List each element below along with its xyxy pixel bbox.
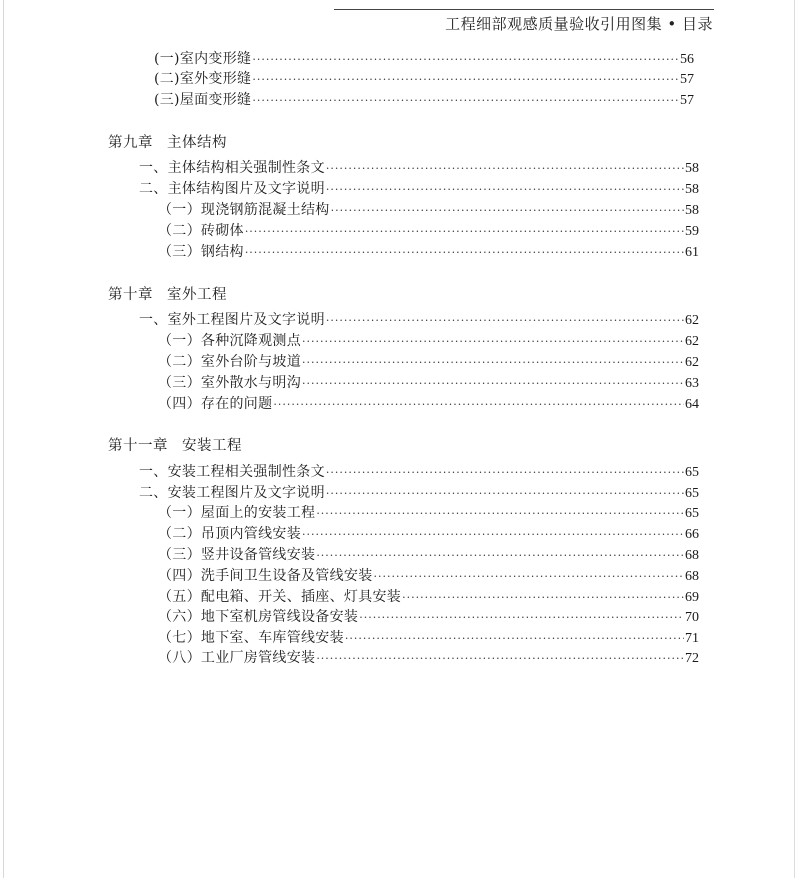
toc-entry[interactable] xyxy=(139,179,699,199)
toc-leader-dots xyxy=(326,311,684,331)
chapter-number: 第九章 xyxy=(108,135,153,151)
toc-leader-dots xyxy=(302,353,684,373)
toc-leader-dots xyxy=(273,395,684,415)
toc-leader-dots xyxy=(402,588,684,608)
toc-entry-page: 65 xyxy=(685,486,699,501)
toc-entry-label: （一）屋面上的安装工程 xyxy=(158,505,316,521)
toc-entry-label: （一）现浇钢筋混凝土结构 xyxy=(158,202,330,218)
toc-entry[interactable] xyxy=(158,545,699,565)
toc-entry-label: （四）存在的问题 xyxy=(158,396,273,412)
toc-leader-dots xyxy=(374,567,685,587)
toc-entry[interactable] xyxy=(139,462,699,482)
toc-entry-label: （四）洗手间卫生设备及管线安装 xyxy=(158,568,373,584)
toc-entry-page: 62 xyxy=(685,334,699,349)
toc-entry[interactable] xyxy=(158,524,699,544)
toc-entry-page: 62 xyxy=(685,355,699,370)
page-edge-right xyxy=(794,0,795,878)
toc-entry[interactable] xyxy=(158,648,699,668)
toc-entry[interactable] xyxy=(158,352,699,372)
toc-entry-page: 63 xyxy=(685,376,699,391)
toc-entry[interactable] xyxy=(139,310,699,330)
chapter-number: 第十章 xyxy=(108,287,153,303)
toc-leader-dots xyxy=(326,463,684,483)
toc-entry-page: 62 xyxy=(685,313,699,328)
toc-entry-label: (二)室外变形缝 xyxy=(154,71,252,87)
toc-entry[interactable] xyxy=(158,607,699,627)
toc-entry-page: 58 xyxy=(685,182,699,197)
toc-entry[interactable] xyxy=(158,394,699,414)
chapter-number: 第十一章 xyxy=(108,438,168,454)
toc-leader-dots xyxy=(326,180,684,200)
toc-leader-dots xyxy=(302,374,684,394)
toc-entry-label: 一、安装工程相关强制性条文 xyxy=(139,464,325,480)
page-edge-left xyxy=(3,0,4,878)
toc-leader-dots xyxy=(252,91,679,111)
toc-entry-page: 68 xyxy=(685,548,699,563)
toc-entry-page: 58 xyxy=(685,161,699,176)
toc-entry[interactable] xyxy=(158,242,699,262)
toc-entry-label: （一）各种沉降观测点 xyxy=(158,333,301,349)
chapter-heading-9[interactable] xyxy=(108,133,227,153)
chapter-heading-11[interactable] xyxy=(108,436,242,456)
toc-entry-label: (三)屋面变形缝 xyxy=(154,92,252,108)
toc-entry[interactable] xyxy=(154,69,694,89)
toc-leader-dots xyxy=(302,525,684,545)
toc-leader-dots xyxy=(326,484,684,504)
toc-leader-dots xyxy=(302,332,684,352)
toc-entry-page: 64 xyxy=(685,397,699,412)
toc-entry-label: 二、安装工程图片及文字说明 xyxy=(139,485,325,501)
toc-entry[interactable] xyxy=(158,221,699,241)
toc-leader-dots xyxy=(331,201,684,221)
toc-leader-dots xyxy=(326,159,684,179)
toc-entry[interactable] xyxy=(158,373,699,393)
toc-entry-page: 57 xyxy=(680,93,694,108)
toc-entry-page: 69 xyxy=(685,590,699,605)
toc-leader-dots xyxy=(245,222,684,242)
toc-entry-label: (一)室内变形缝 xyxy=(154,51,252,67)
toc-entry-label: （三）竖井设备管线安装 xyxy=(158,547,316,563)
toc-entry-label: （三）钢结构 xyxy=(158,244,244,260)
toc-entry[interactable] xyxy=(154,49,694,69)
toc-entry-label: （六）地下室机房管线设备安装 xyxy=(158,609,359,625)
toc-entry-page: 58 xyxy=(685,203,699,218)
toc-leader-dots xyxy=(245,243,684,263)
toc-entry-page: 66 xyxy=(685,527,699,542)
toc-entry-page: 71 xyxy=(685,631,699,646)
toc-entry-page: 72 xyxy=(685,651,699,666)
toc-entry-label: （二）室外台阶与坡道 xyxy=(158,354,301,370)
chapter-title: 室外工程 xyxy=(167,287,227,303)
toc-entry[interactable] xyxy=(139,483,699,503)
toc-entry[interactable] xyxy=(158,503,699,523)
toc-leader-dots xyxy=(316,649,684,669)
toc-entry-page: 57 xyxy=(680,72,694,87)
toc-leader-dots xyxy=(316,504,684,524)
toc-entry-label: （三）室外散水与明沟 xyxy=(158,375,301,391)
toc-entry-label: （七）地下室、车库管线安装 xyxy=(158,630,344,646)
toc-leader-dots xyxy=(252,70,679,90)
chapter-title: 主体结构 xyxy=(167,135,227,151)
toc-entry[interactable] xyxy=(158,566,699,586)
toc-entry-page: 65 xyxy=(685,506,699,521)
toc-entry-label: （八）工业厂房管线安装 xyxy=(158,650,316,666)
toc-entry[interactable] xyxy=(158,200,699,220)
toc-entry[interactable] xyxy=(139,158,699,178)
toc-entry-page: 68 xyxy=(685,569,699,584)
toc-entry-label: （二）砖砌体 xyxy=(158,223,244,239)
header-rule xyxy=(334,9,714,10)
toc-entry-label: （二）吊顶内管线安装 xyxy=(158,526,301,542)
toc-entry[interactable] xyxy=(158,587,699,607)
toc-entry-label: 一、室外工程图片及文字说明 xyxy=(139,312,325,328)
toc-entry-page: 65 xyxy=(685,465,699,480)
toc-entry-label: 一、主体结构相关强制性条文 xyxy=(139,160,325,176)
toc-leader-dots xyxy=(345,629,684,649)
toc-entry[interactable] xyxy=(158,628,699,648)
toc-entry-label: （五）配电箱、开关、插座、灯具安装 xyxy=(158,589,402,605)
toc-leader-dots xyxy=(252,50,679,70)
running-header-title: 工程细部观感质量验收引用图集 • 目录 xyxy=(445,15,713,33)
chapter-title: 安装工程 xyxy=(182,438,242,454)
toc-entry[interactable] xyxy=(154,90,694,110)
toc-entry-page: 56 xyxy=(680,52,694,67)
toc-entry[interactable] xyxy=(158,331,699,351)
toc-entry-label: 二、主体结构图片及文字说明 xyxy=(139,181,325,197)
toc-leader-dots xyxy=(359,608,684,628)
toc-entry-page: 59 xyxy=(685,224,699,239)
toc-entry-page: 61 xyxy=(685,245,699,260)
toc-leader-dots xyxy=(316,546,684,566)
toc-entry-page: 70 xyxy=(685,610,699,625)
chapter-heading-10[interactable] xyxy=(108,285,227,305)
